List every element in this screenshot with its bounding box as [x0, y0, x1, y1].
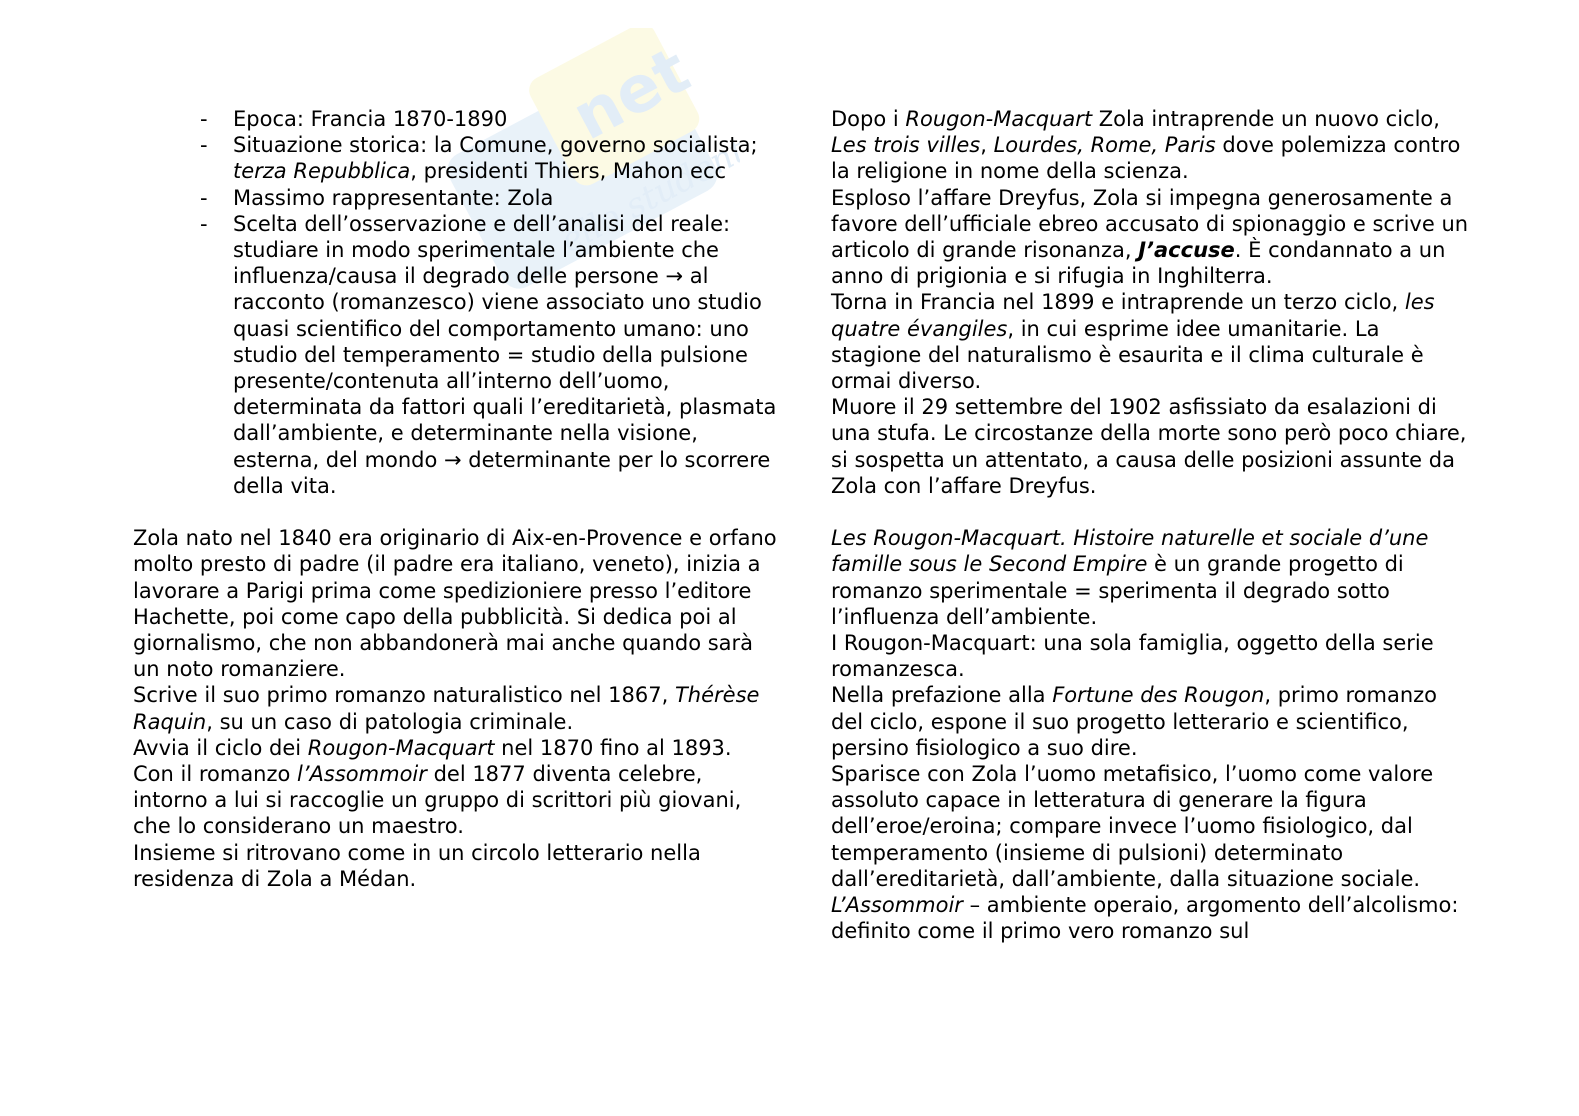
spacer: [831, 499, 1471, 525]
text-run: Situazione storica: la Comune, governo socialista;: [233, 133, 758, 158]
text-run: dove polemizza contro la religione in nome della scienza.: [831, 133, 1461, 184]
paragraph: [831, 525, 1471, 630]
bullet-list: [133, 106, 783, 499]
text-run: nel 1870 fino al 1893.: [494, 735, 732, 760]
text-run: Scelta dell’osservazione e dell’analisi del reale: studiare in modo sperimentale l’ambiente che influenza/causa il degrado delle persone → al racconto (romanzesco) viene associato uno studio quasi scientifico del comportamento umano: uno studio del temperamento = studio della pulsione presente/contenuta all’interno dell’uomo, determinata da fattori quali l’ereditarietà, plasmata dall’ambiente, e determinante nella visione, esterna, del mondo → determinante per lo scorrere della vita.: [233, 211, 777, 498]
text-run: Epoca: Francia 1870-1890: [233, 107, 508, 131]
spacer: [133, 499, 783, 525]
right-paragraphs: [831, 106, 1471, 944]
text-run: , in cui esprime idee umanitarie. La stagione del naturalismo è esaurita e il clima culturale è ormai diverso.: [831, 316, 1424, 394]
text-run: del 1877 diventa celebre, intorno a lui si raccoglie un gruppo di scrittori più giovani, che lo considerano un maestro.: [133, 762, 742, 839]
paragraph: [133, 735, 783, 761]
text-run: I Rougon-Macquart: una sola famiglia, oggetto della serie romanzesca.: [831, 631, 1434, 682]
paragraph: [133, 761, 783, 840]
paragraph: [831, 394, 1471, 499]
italic-text: Les Rougon-Macquart. Histoire naturelle et sociale d’une famille sous le Second Empire: [831, 526, 1429, 577]
bold-italic-text: J’accuse: [1138, 238, 1235, 263]
paragraph: [831, 185, 1471, 290]
text-run: Avvia il ciclo dei: [133, 735, 308, 760]
text-run: Esploso l’affare Dreyfus, Zola si impegna generosamente a favore dell’ufficiale ebreo accusato di spionaggio e scrive un articolo di grande risonanza,: [831, 185, 1469, 263]
text-run: Muore il 29 settembre del 1902 asfissiato da esalazioni di una stufa. Le circostanze della morte sono però poco chiare, si sospetta un attentato, a causa delle posizioni assunte da Zola con l’affare Dreyfus.: [831, 395, 1467, 498]
italic-text: L’Assommoir: [831, 893, 963, 918]
italic-text: Les trois villes: [831, 133, 981, 158]
italic-text: Fortune des Rougon: [1052, 683, 1265, 708]
text-run: , primo romanzo del ciclo, espone il suo progetto letterario e scientifico, persino fisiologico a suo dire.: [831, 683, 1437, 760]
text-run: ,: [980, 133, 994, 158]
paragraph: [831, 289, 1471, 394]
left-paragraphs: [133, 525, 783, 892]
watermark-text: net: [561, 33, 702, 156]
bullet-item: [233, 185, 783, 211]
text-run: Sparisce con Zola l’uomo metafisico, l’uomo come valore assoluto capace in letteratura di generare la figura dell’eroe/eroina; compare invece l’uomo fisiologico, dal temperamento (insieme di pulsioni) determinato dall’ereditarietà, dall’ambiente, dalla situazione sociale.: [831, 762, 1434, 891]
paragraph: [133, 840, 783, 892]
text-run: Torna in Francia nel 1899 e intraprende un terzo ciclo,: [831, 290, 1405, 315]
italic-text: l’Assommoir: [297, 762, 427, 787]
text-run: . È condannato a un anno di prigionia e si rifugia in Inghilterra.: [831, 238, 1446, 289]
bullet-item: [233, 132, 783, 184]
italic-text: Rougon-Macquart: [307, 735, 495, 760]
text-run: è un grande progetto di romanzo sperimentale = sperimenta il degrado sotto l’influenza dell’ambiente.: [831, 552, 1404, 629]
bullet-item: [233, 106, 783, 132]
paragraph: [831, 892, 1471, 944]
paragraph: [831, 106, 1471, 185]
text-run: Zola intraprende un nuovo ciclo,: [1092, 107, 1440, 131]
text-run: Insieme si ritrovano come in un circolo letterario nella residenza di Zola a Médan.: [133, 840, 701, 891]
italic-text: terza Repubblica: [233, 159, 411, 184]
right-column: [831, 106, 1471, 944]
text-run: Nella prefazione alla: [831, 683, 1053, 708]
paragraph: [831, 761, 1471, 892]
text-run: Dopo i: [831, 107, 906, 131]
text-run: – ambiente operaio, argomento dell’alcolismo: definito come il primo vero romanzo sul: [831, 893, 1459, 944]
paragraph: [133, 525, 783, 682]
text-run: Con il romanzo: [133, 762, 298, 787]
paragraph: [831, 682, 1471, 761]
italic-text: Rougon-Macquart: [905, 107, 1093, 131]
italic-text: les quatre évangiles: [831, 290, 1435, 341]
text-run: , presidenti Thiers, Mahon ecc: [410, 159, 727, 184]
italic-text: Thérèse Raquin: [133, 683, 760, 734]
text-run: Scrive il suo primo romanzo naturalistico nel 1867,: [133, 683, 675, 708]
left-column: [133, 106, 783, 892]
italic-text: Lourdes, Rome, Paris: [993, 133, 1216, 158]
text-run: Massimo rappresentante: Zola: [233, 185, 554, 210]
paragraph: [133, 682, 783, 734]
paragraph: [831, 630, 1471, 682]
watermark-subtext: ello studente: [554, 120, 740, 262]
text-run: , su un caso di patologia criminale.: [206, 709, 574, 734]
bullet-item: [233, 211, 783, 499]
text-run: Zola nato nel 1840 era originario di Aix-en-Provence e orfano molto presto di padre (il padre era italiano, veneto), inizia a lavorare a Parigi prima come spedizioniere presso l’editore Hachette, poi come capo della pubblicità. Si dedica poi al giornalismo, che non abbandonerà mai anche quando sarà un noto romanziere.: [133, 526, 777, 682]
